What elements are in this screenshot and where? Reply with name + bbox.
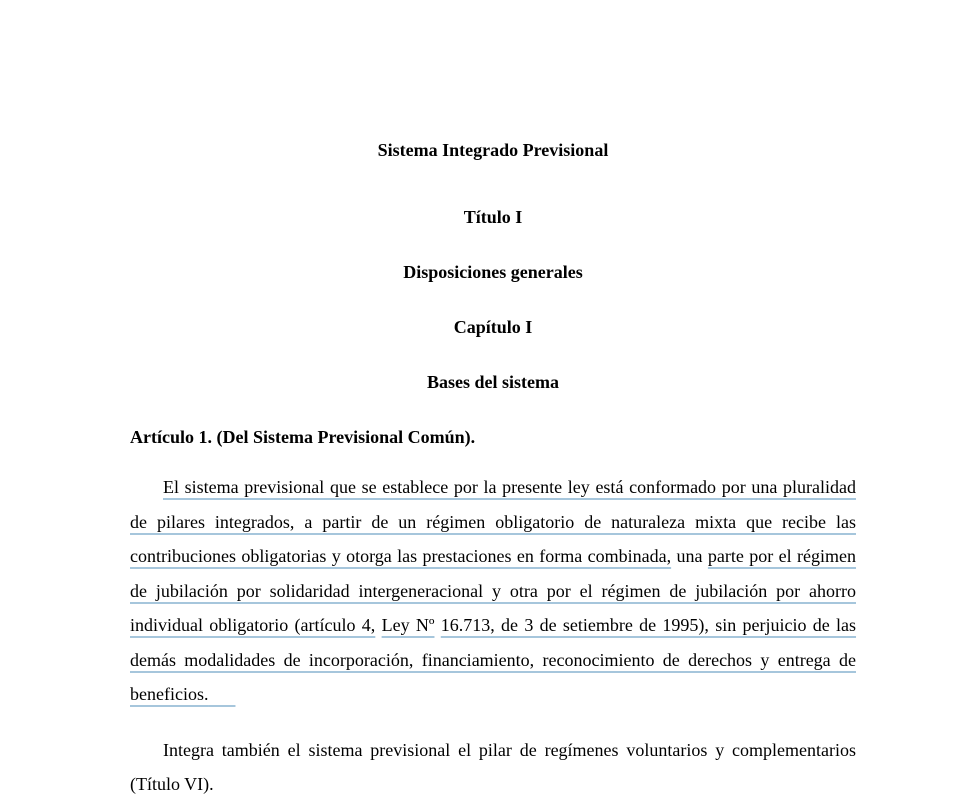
document-content	[130, 0, 856, 802]
underlined-segment-1: El sistema previsional que se establece por la presente ley está conformado por una pluralidad de pilares integrados, a partir de un régimen obligatorio de naturaleza mixta que recibe las contribuciones obligatorias y otorga las prestaciones en forma combinada,	[130, 477, 856, 566]
heading-disposiciones-generales: Disposiciones generales	[403, 262, 583, 282]
underlined-segment-2: parte por el régimen de jubilación por solidaridad intergeneracional y otra por el régimen de jubilación por ahorro individual obligatorio (artículo 4,	[130, 546, 857, 635]
document-title: Sistema Integrado Previsional	[377, 140, 609, 160]
underlined-segment-3: 16.713, de 3 de setiembre de 1995), sin perjuicio de las demás modalidades de incorporación, financiamiento, reconocimiento de derechos y entrega de beneficios.	[130, 615, 857, 704]
article-1-paragraph-1	[130, 470, 856, 712]
article-1-paragraph-2: Integra también el sistema previsional el pilar de regímenes voluntarios y complementarios (Título VI).	[130, 739, 856, 794]
article-1-heading: Artículo 1. (Del Sistema Previsional Común).	[130, 427, 476, 447]
underlined-segment-ley: Ley Nº	[381, 615, 435, 635]
underlined-trailing-space	[208, 684, 235, 704]
heading-capitulo-1: Capítulo I	[453, 317, 533, 337]
heading-bases-del-sistema: Bases del sistema	[427, 372, 559, 392]
heading-titulo-1: Título I	[463, 207, 523, 227]
plain-segment-1: una	[676, 546, 703, 566]
